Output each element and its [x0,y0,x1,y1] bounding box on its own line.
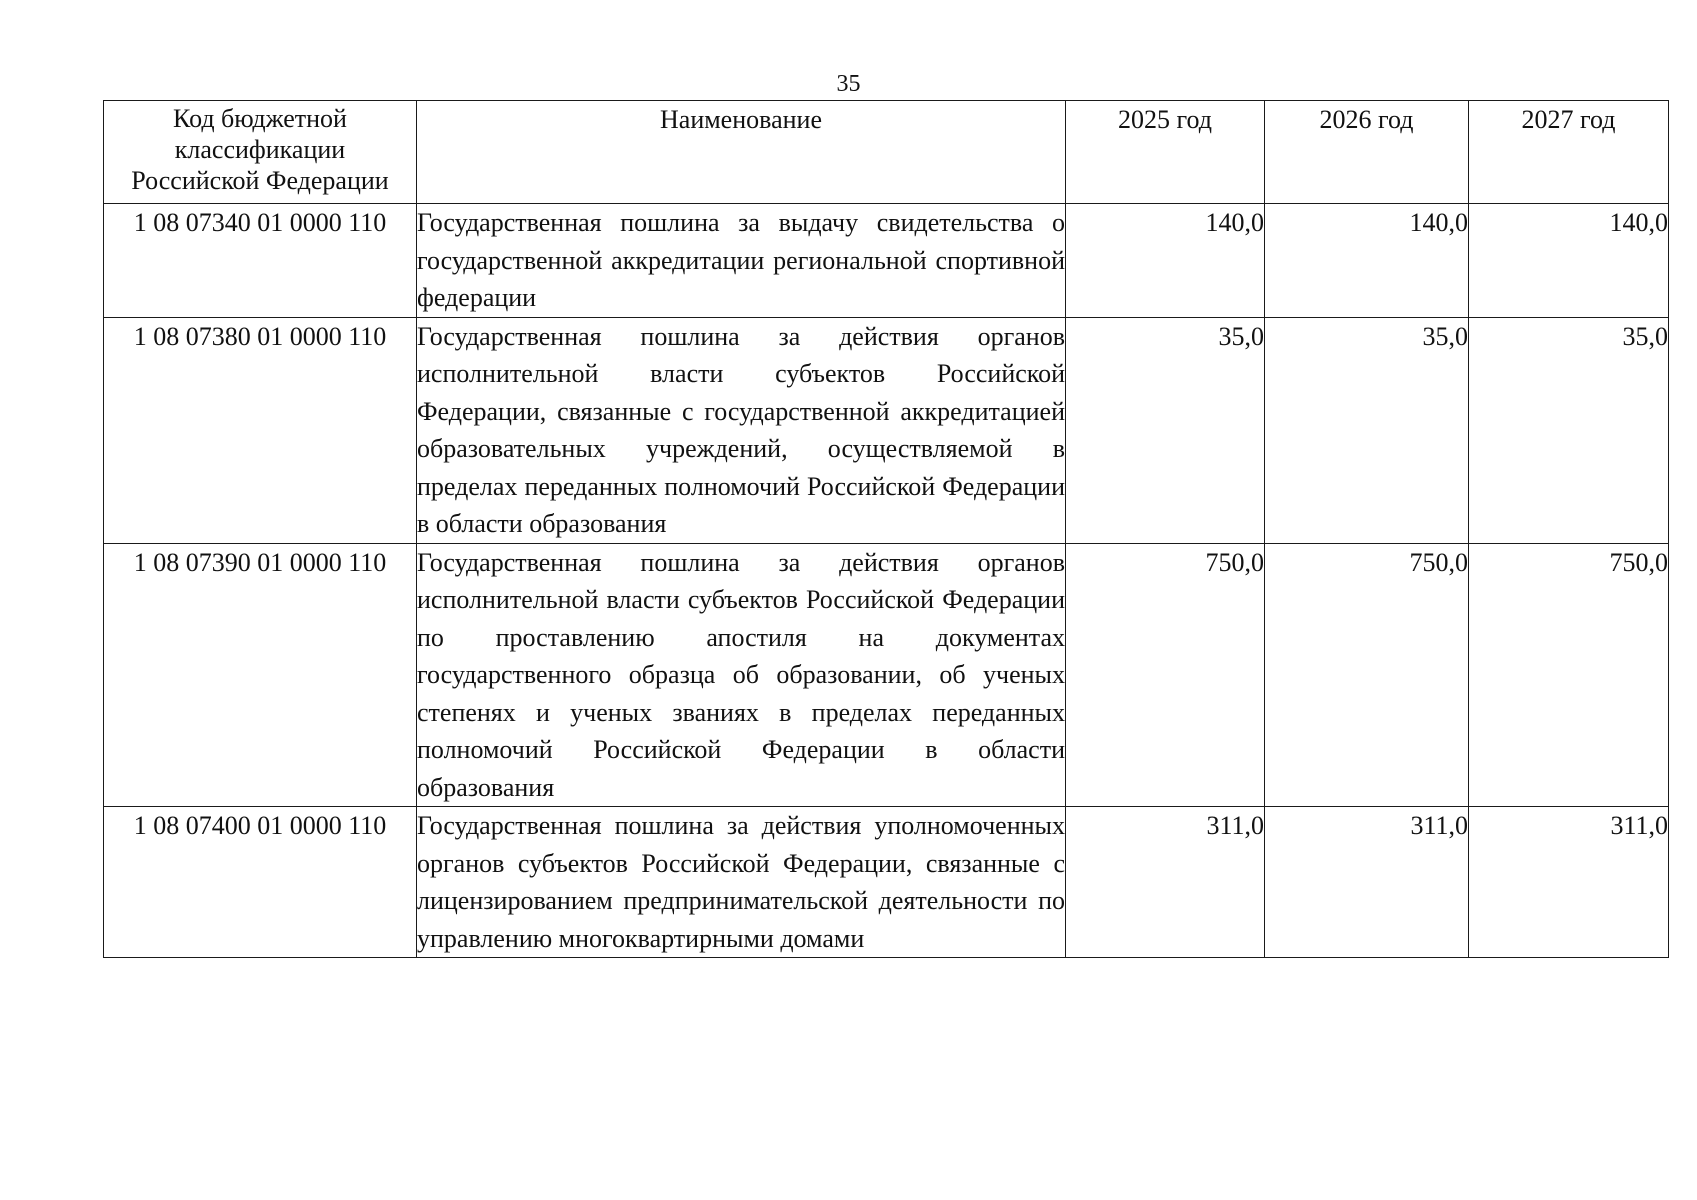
budget-revenue-table [103,100,1669,958]
value-2027-cell: 311,0 [1469,807,1669,958]
header-year-2027: 2027 год [1469,101,1669,204]
header-year-2025: 2025 год [1066,101,1265,204]
value-2025-cell: 750,0 [1066,543,1265,807]
header-name: Наименование [417,101,1066,204]
value-2027-cell: 35,0 [1469,317,1669,543]
table-row [104,317,1669,543]
header-year-2026: 2026 год [1265,101,1469,204]
table-header-row [104,101,1669,204]
value-2026-cell: 140,0 [1265,204,1469,318]
page-number: 35 [836,71,861,97]
value-2025-cell: 311,0 [1066,807,1265,958]
name-cell: Государственная пошлина за действия органов исполнительной власти субъектов Российской Федерации по проставлению апостиля на документах государственного образца об образовании, об ученых степенях и ученых званиях в пределах переданных полномочий Российской Федерации в области образования [417,543,1066,807]
value-2027-cell: 140,0 [1469,204,1669,318]
name-cell: Государственная пошлина за выдачу свидетельства о государственной аккредитации региональной спортивной федерации [417,204,1066,318]
name-cell: Государственная пошлина за действия органов исполнительной власти субъектов Российской Федерации, связанные с государственной аккредитацией образовательных учреждений, осуществляемой в пределах переданных полномочий Российской Федерации в области образования [417,317,1066,543]
budget-code-cell: 1 08 07380 01 0000 110 [104,317,417,543]
value-2026-cell: 750,0 [1265,543,1469,807]
table-row [104,204,1669,318]
budget-code-cell: 1 08 07390 01 0000 110 [104,543,417,807]
value-2027-cell: 750,0 [1469,543,1669,807]
value-2026-cell: 35,0 [1265,317,1469,543]
table-row [104,543,1669,807]
name-cell: Государственная пошлина за действия уполномоченных органов субъектов Российской Федерации, связанные с лицензированием предпринимательской деятельности по управлению многоквартирными домами [417,807,1066,958]
value-2025-cell: 35,0 [1066,317,1265,543]
table-row [104,807,1669,958]
value-2026-cell: 311,0 [1265,807,1469,958]
budget-code-cell: 1 08 07340 01 0000 110 [104,204,417,318]
value-2025-cell: 140,0 [1066,204,1265,318]
budget-code-cell: 1 08 07400 01 0000 110 [104,807,417,958]
header-code: Код бюджетной классификации Российской Федерации [104,101,417,204]
